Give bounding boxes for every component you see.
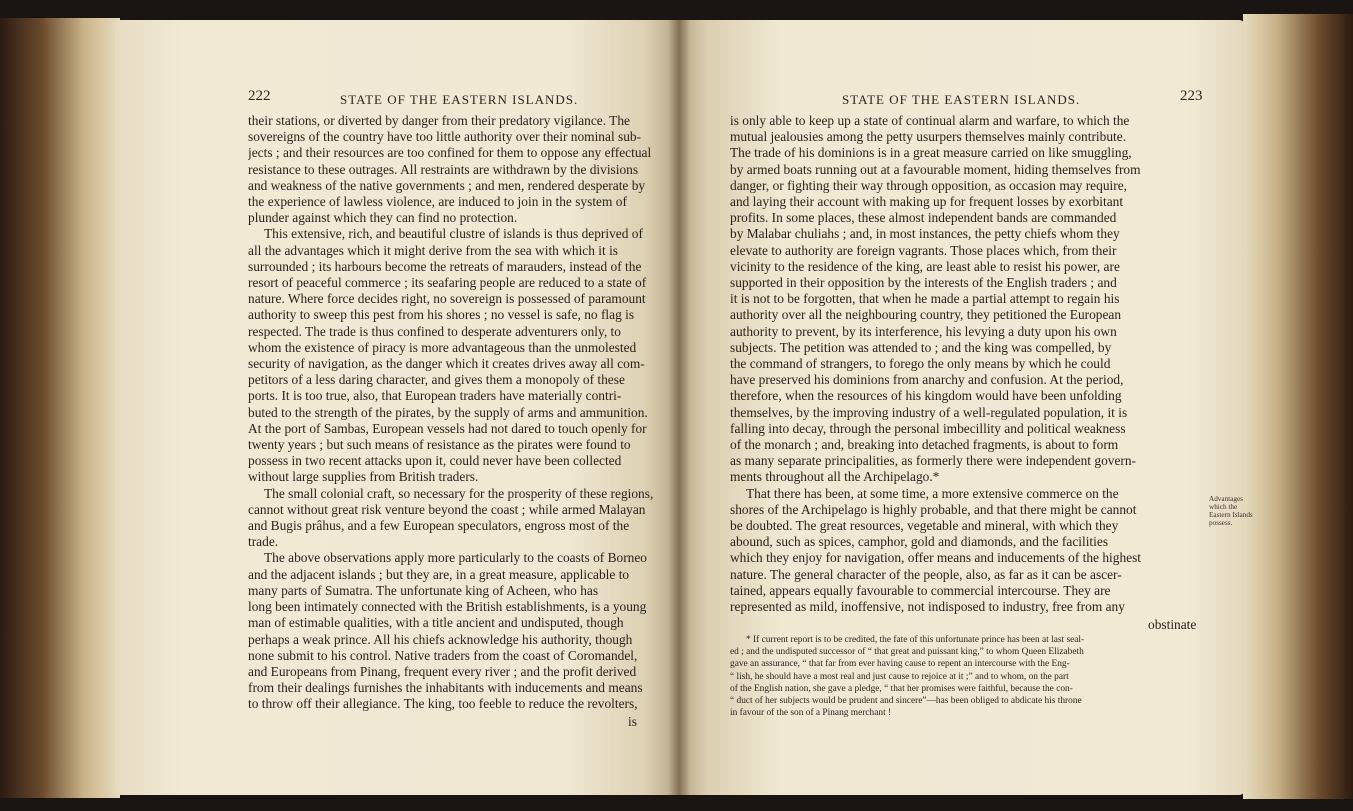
text-line: twenty years ; but such means of resistance as the pirates were found to [248, 437, 631, 453]
text-line: respected. The trade is thus confined to desperate adventurers only, to [248, 323, 621, 339]
text-line: authority over all the neighbouring country, they petitioned the European [730, 307, 1122, 323]
text-line: to throw off their allegiance. The king, too feeble to reduce the revolters, [248, 696, 638, 712]
text-line: perhaps a weak prince. All his chiefs acknowledge his authority, though [248, 631, 633, 647]
text-line: surrounded ; its harbours become the retreats of marauders, instead of the [248, 258, 642, 274]
text-line: it is not to be forgotten, that when he made a partial attempt to regain his [730, 291, 1120, 307]
text-line: nature. The general character of the people, also, as far as it can be ascer- [730, 566, 1122, 582]
text-line: supported in their opposition by the interests of the English traders ; and [730, 275, 1117, 291]
text-line: man of estimable qualities, with a title ancient and undisputed, though [248, 615, 624, 631]
text-line: which they enjoy for navigation, offer means and inducements of the highest [730, 550, 1142, 566]
text-line: The small colonial craft, so necessary for the prosperity of these regions, [264, 485, 653, 501]
text-line: whom the existence of piracy is more advantageous than the unmolested [248, 339, 637, 355]
text-line: have preserved his dominions from anarchy and confusion. At the period, [730, 372, 1124, 388]
margin-sidenote: Advantages which the Eastern Islands possess. [1209, 495, 1253, 527]
right-page-body [730, 113, 1205, 615]
right-page-edges [1243, 14, 1353, 799]
text-line: the experience of lawless violence, are induced to join in the system of [248, 194, 627, 210]
right-running-head: STATE OF THE EASTERN ISLANDS. [842, 92, 1081, 107]
text-line: That there has been, at some time, a more extensive commerce on the [746, 485, 1119, 501]
left-page-edges [0, 18, 120, 798]
text-line: resistance to these outrages. All restraints are withdrawn by the divisions [248, 161, 639, 177]
left-catchword: is [628, 714, 637, 729]
text-line: profits. In some places, these almost independent bands are commanded [730, 210, 1117, 226]
text-line: “ duct of her subjects would be prudent and sincere”—has been obliged to abdicate his throne [730, 696, 1082, 707]
text-line: trade. [248, 534, 279, 550]
right-catchword: obstinate [1148, 617, 1197, 632]
text-line: authority to sweep this pest from his shores ; no vessel is safe, no flag is [248, 307, 635, 323]
text-line: as many separate principalities, as formerly there were independent govern- [730, 453, 1137, 469]
text-line: is only able to keep up a state of continual alarm and warfare, to which the [730, 113, 1130, 128]
text-line: many parts of Sumatra. The unfortunate king of Acheen, who has [248, 582, 599, 598]
text-line: “ lish, he should have a most real and just cause to rejoice at it ;” and to whom, on the part [730, 671, 1069, 682]
text-line: their stations, or diverted by danger from their predatory vigilance. The [248, 113, 631, 128]
text-line: therefore, when the resources of his kingdom would have been unfolding [730, 388, 1122, 404]
text-line: in favour of the son of a Pinang merchant ! [730, 708, 892, 719]
text-line: buted to the strength of the pirates, by the supply of arms and ammunition. [248, 404, 648, 420]
text-line: The above observations apply more particularly to the coasts of Borneo [264, 550, 648, 566]
text-line: subjects. The petition was attended to ; and the king was compelled, by [730, 339, 1112, 355]
text-line: all the advantages which it might derive from the sea with which it is [248, 242, 619, 258]
text-line: the command of strangers, to forego the only means by which he could [730, 356, 1111, 372]
text-line: and the adjacent islands ; but they are, in a great measure, applicable to [248, 566, 630, 582]
text-line: sovereigns of the country have too little authority over their nominal sub- [248, 129, 642, 145]
text-line: be doubted. The great resources, vegetable and mineral, with which they [730, 518, 1119, 534]
text-line: vicinity to the residence of the king, are least able to resist his power, are [730, 258, 1120, 274]
text-line: and Europeans from Pinang, frequent every river ; and the profit derived [248, 663, 637, 679]
text-line: elevate to authority are foreign vagrants. Those places which, from their [730, 242, 1117, 258]
text-line: themselves, by the improving industry of a well-regulated population, it is [730, 404, 1128, 420]
text-line: ments throughout all the Archipelago.* [730, 469, 940, 485]
text-line: ports. It is too true, also, that European traders have materially contri- [248, 388, 622, 404]
text-line: by armed boats running out at a favourable moment, hiding themselves from [730, 161, 1141, 177]
text-line: possess in two recent attacks upon it, could never have been collected [248, 453, 622, 469]
left-running-head: STATE OF THE EASTERN ISLANDS. [340, 92, 579, 107]
text-line: without large supplies from British traders. [248, 469, 479, 485]
text-line: and laying their account with making up for frequent losses by exorbitant [730, 194, 1124, 210]
text-line: petitors of a less daring character, and gives them a monopoly of these [248, 372, 625, 388]
text-line: of the English nation, she gave a pledge, “ that her promises were faithful, because the con- [730, 683, 1073, 694]
text-line: tained, appears equally favourable to commercial intercourse. They are [730, 582, 1111, 598]
book-gutter [668, 20, 690, 795]
text-line: resort of peaceful commerce ; its seafaring people are reduced to a state of [248, 275, 647, 291]
text-line: represented as mild, inoffensive, not indisposed to industry, free from any [730, 599, 1125, 615]
text-line: * If current report is to be credited, the fate of this unfortunate prince has been at last seal- [746, 635, 1085, 645]
text-line: falling into decay, through the personal imbecillity and political weakness [730, 420, 1126, 436]
text-line: The trade of his dominions is in a great measure carried on like smuggling, [730, 145, 1132, 161]
text-line: gave an assurance, “ that far from ever having cause to repent an intercourse with the Eng- [730, 659, 1070, 670]
right-page-number: 223 [1180, 88, 1203, 104]
text-line: mutual jealousies among the petty usurpers themselves mainly contribute. [730, 129, 1127, 145]
text-line: At the port of Sambas, European vessels had not dared to touch openly for [248, 420, 647, 436]
text-line: from their dealings furnishes the inhabitants with inducements and means [248, 680, 643, 696]
text-line: none submit to his control. Native traders from the coast of Coromandel, [248, 647, 638, 663]
left-page-number: 222 [248, 88, 271, 104]
text-line: jects ; and their resources are too confined for them to oppose any effectual [248, 145, 652, 161]
left-page-body [248, 113, 653, 713]
text-line: of the monarch ; and, breaking into detached fragments, is about to form [730, 437, 1119, 453]
text-line: ed ; and the undisputed successor of “ that great and puissant king,” to whom Queen Elizabeth [730, 647, 1084, 658]
right-footnote [730, 634, 1205, 719]
text-line: security of navigation, as the danger which it creates drives away all com- [248, 356, 645, 372]
text-line: nature. Where force decides right, no sovereign is possessed of paramount [248, 291, 646, 307]
text-line: danger, or fighting their way through opposition, as occasion may require, [730, 177, 1127, 193]
text-line: authority to prevent, by its interference, his levying a duty upon his own [730, 323, 1117, 339]
text-line: This extensive, rich, and beautiful clustre of islands is thus deprived of [264, 226, 643, 242]
text-line: long been intimately connected with the British establishments, is a young [248, 599, 647, 615]
text-line: shores of the Archipelago is highly probable, and that there might be cannot [730, 501, 1137, 517]
text-line: abound, such as spices, camphor, gold and diamonds, and the facilities [730, 534, 1109, 550]
text-line: plunder against which they can find no protection. [248, 210, 518, 226]
text-line: and Bugis prâhus, and a few European speculators, engross most of the [248, 518, 630, 534]
text-line: and weakness of the native governments ; and men, rendered desperate by [248, 177, 646, 193]
text-line: by Malabar chuliahs ; and, in most instances, the petty chiefs whom they [730, 226, 1120, 242]
text-line: cannot without great risk venture beyond the coast ; while armed Malayan [248, 501, 646, 517]
